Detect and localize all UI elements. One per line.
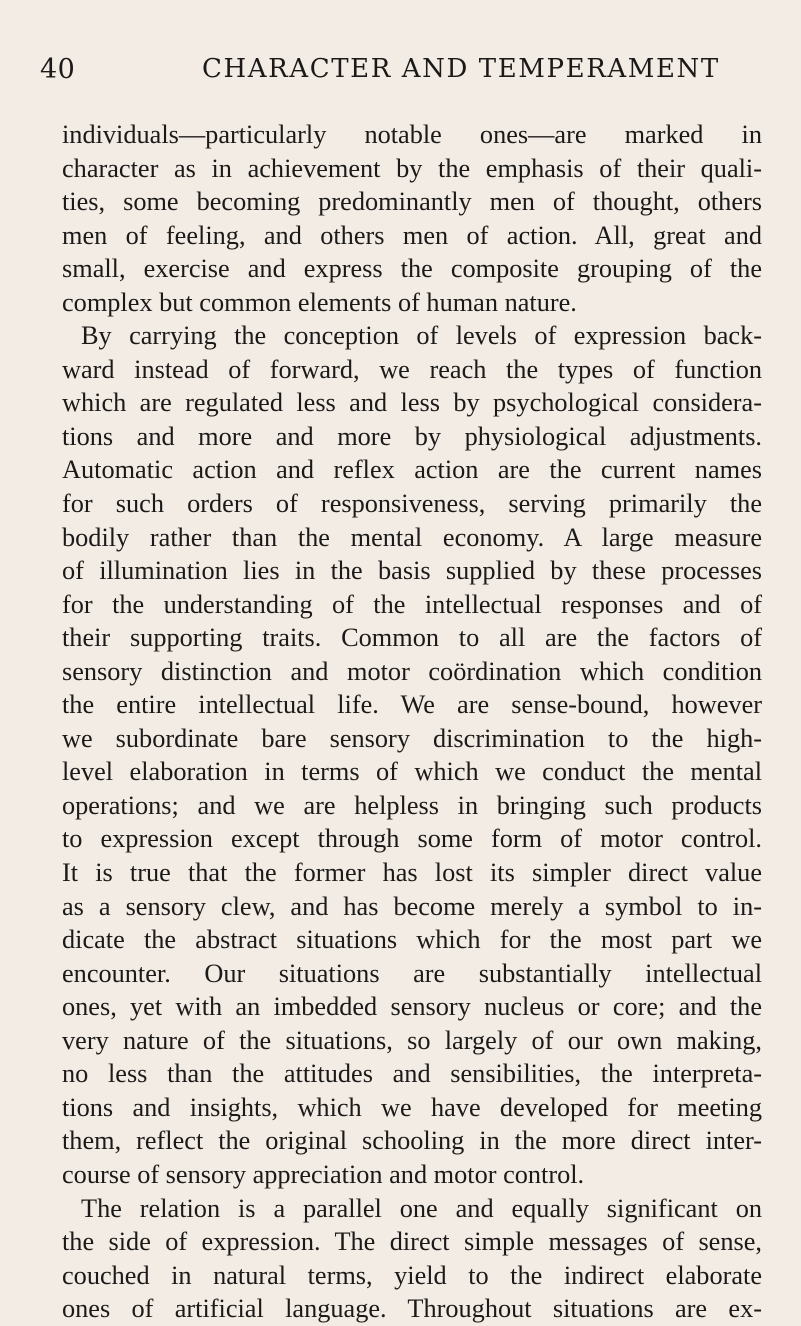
text-line: very nature of the situations, so largely of our own making, — [62, 1025, 762, 1055]
text-line: their supporting traits. Common to all are the factors of — [62, 623, 762, 653]
text-line: men of feeling, and others men of action. All, great and — [62, 220, 762, 250]
text-line: complex but common elements of human nature. — [62, 287, 577, 317]
text-line: the side of expression. The direct simple messages of sense, — [62, 1227, 762, 1257]
text-line: ones of artificial language. Throughout situations are ex- — [62, 1294, 762, 1324]
text-line: the entire intellectual life. We are sense-bound, however — [62, 690, 762, 720]
text-line: individuals—particularly notable ones—are marked in — [62, 120, 762, 149]
page-header — [40, 54, 760, 94]
text-line: for the understanding of the intellectual responses and of — [62, 589, 762, 619]
text-line: encounter. Our situations are substantially intellectual — [62, 958, 762, 988]
text-line: tions and insights, which we have developed for meeting — [62, 1092, 762, 1122]
page-number: 40 — [40, 54, 76, 85]
text-line: as a sensory clew, and has become merely a symbol to in- — [62, 891, 762, 921]
text-line: course of sensory appreciation and motor control. — [62, 1159, 585, 1189]
text-line: for such orders of responsiveness, serving primarily the — [62, 489, 762, 519]
text-line: ward instead of forward, we reach the types of function — [62, 354, 762, 384]
text-line: small, exercise and express the composite grouping of the — [62, 254, 762, 284]
text-line: no less than the attitudes and sensibilities, the interpreta- — [62, 1059, 762, 1089]
paragraph-start-line: By carrying the conception of levels of expression back- — [81, 321, 762, 351]
text-line: bodily rather than the mental economy. A large measure — [62, 522, 762, 552]
text-line: operations; and we are helpless in bringing such products — [62, 790, 762, 820]
text-line: ties, some becoming predominantly men of thought, others — [62, 187, 762, 217]
body-text — [62, 118, 762, 1326]
paragraph-start-line: The relation is a parallel one and equally significant on — [81, 1193, 762, 1223]
text-line: which are regulated less and less by psychological considera- — [62, 388, 762, 418]
text-line: character as in achievement by the emphasis of their quali- — [62, 153, 762, 183]
text-line: we subordinate bare sensory discrimination to the high- — [62, 723, 762, 753]
running-head: CHARACTER AND TEMPERAMENT — [202, 54, 720, 84]
text-line: Automatic action and reflex action are the current names — [62, 455, 762, 485]
text-line: sensory distinction and motor coördination which condition — [62, 656, 762, 686]
text-line: dicate the abstract situations which for the most part we — [62, 925, 762, 955]
text-line: to expression except through some form of motor control. — [62, 824, 762, 854]
text-line: them, reflect the original schooling in the more direct inter- — [62, 1126, 762, 1156]
text-line: of illumination lies in the basis supplied by these processes — [62, 556, 762, 586]
text-line: ones, yet with an imbedded sensory nucleus or core; and the — [62, 992, 762, 1022]
text-line: tions and more and more by physiological adjustments. — [62, 421, 762, 451]
text-line: couched in natural terms, yield to the indirect elaborate — [62, 1260, 762, 1290]
text-line: It is true that the former has lost its simpler direct value — [62, 858, 762, 888]
text-line: level elaboration in terms of which we conduct the mental — [62, 757, 762, 787]
